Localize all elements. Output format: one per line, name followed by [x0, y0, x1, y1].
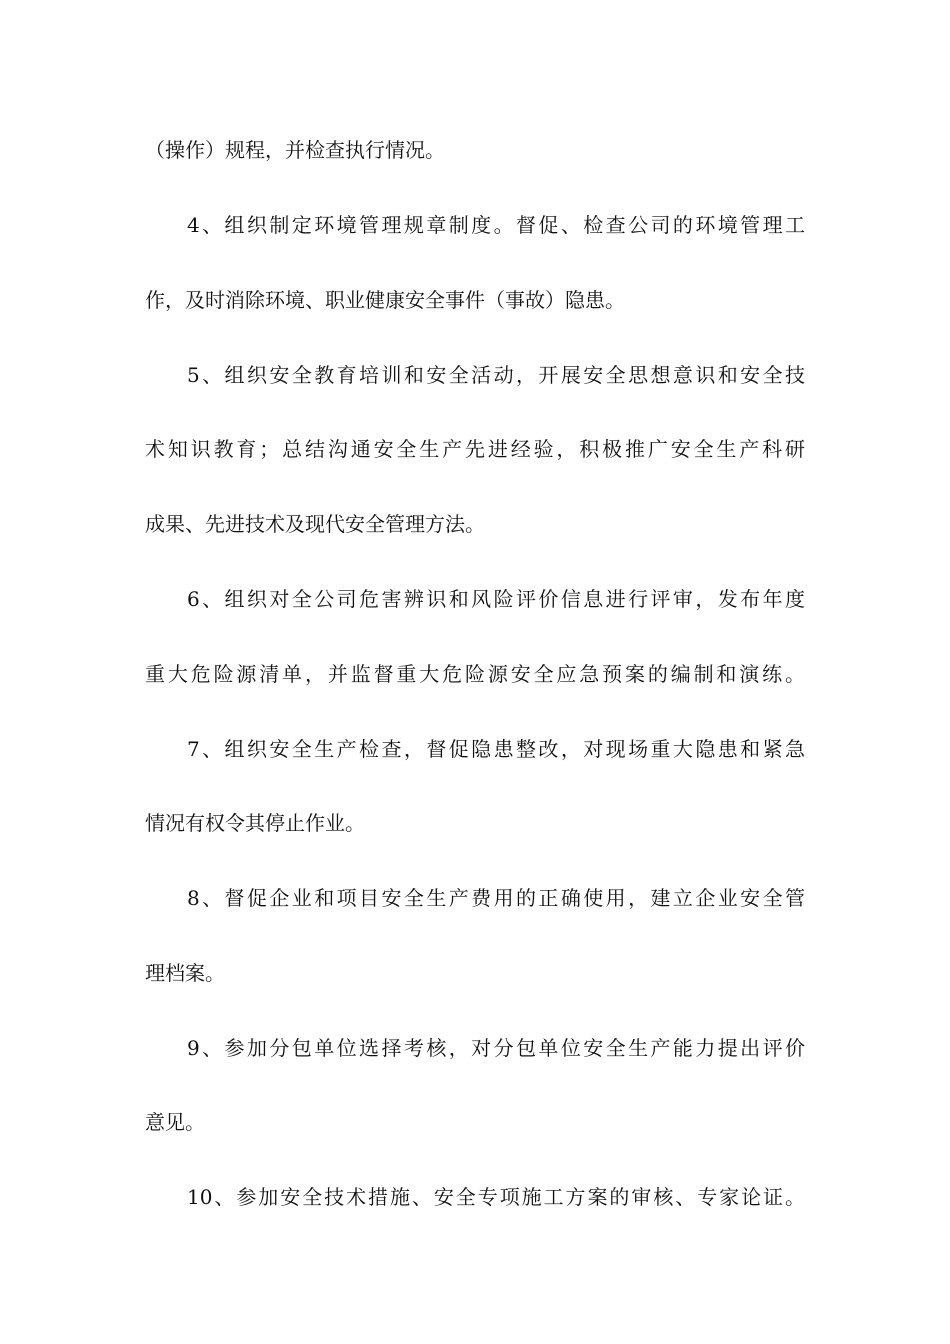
- text-line: 成果、先进技术及现代安全管理方法。: [145, 512, 485, 536]
- text-line: 8、督促企业和项目安全生产费用的正确使用，建立企业安全管: [187, 886, 805, 910]
- text-line: 10、参加安全技术措施、安全专项施工方案的审核、专家论证。: [187, 1185, 805, 1209]
- text-line: 作，及时消除环境、职业健康安全事件（事故）隐患。: [145, 288, 625, 312]
- text-line: 理档案。: [145, 961, 225, 985]
- text-line: 7、组织安全生产检查，督促隐患整改，对现场重大隐患和紧急: [187, 737, 805, 761]
- text-line: 5、组织安全教育培训和安全活动，开展安全思想意识和安全技: [187, 363, 805, 387]
- text-line: 重大危险源清单，并监督重大危险源安全应急预案的编制和演练。: [145, 662, 805, 686]
- text-line: 4、组织制定环境管理规章制度。督促、检查公司的环境管理工: [187, 213, 805, 237]
- text-line: 情况有权令其停止作业。: [145, 811, 365, 835]
- text-line: 术知识教育；总结沟通安全生产先进经验，积极推广安全生产科研: [145, 437, 805, 461]
- text-line: （操作）规程，并检查执行情况。: [145, 138, 445, 162]
- text-line: 9、参加分包单位选择考核，对分包单位安全生产能力提出评价: [187, 1036, 805, 1060]
- text-line: 6、组织对全公司危害辨识和风险评价信息进行评审，发布年度: [187, 587, 805, 611]
- text-line: 意见。: [145, 1110, 205, 1134]
